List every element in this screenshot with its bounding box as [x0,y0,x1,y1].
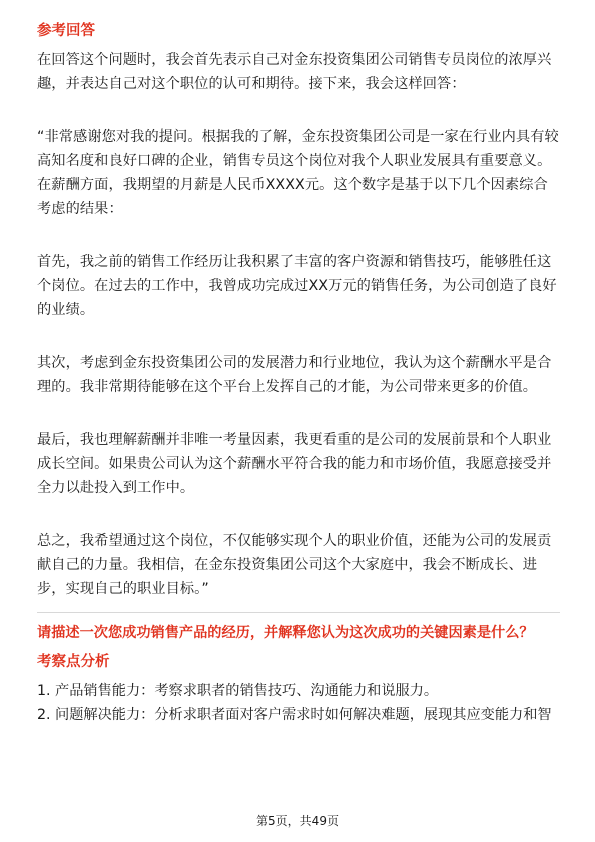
answer-paragraph-5: 总之，我希望通过这个岗位，不仅能够实现个人的职业价值，还能为公司的发展贡献自己的力量。我相信，在金东投资集团公司这个大家庭中，我会不断成长、进步，实现自己的职业目标。” [37,533,552,597]
page-number: 第5页，共49页 [256,814,339,828]
answer-paragraph-3: 其次，考虑到金东投资集团公司的发展潜力和行业地位，我认为这个薪酬水平是合理的。我非常期待能够在这个平台上发挥自己的才能，为公司带来更多的价值。 [37,355,552,395]
interview-question: 请描述一次您成功销售产品的经历，并解释您认为这次成功的关键因素是什么？ [37,625,534,641]
intro-paragraph: 在回答这个问题时，我会首先表示自己对金东投资集团公司销售专员岗位的浓厚兴趣，并表达自己对这个职位的认可和期待。接下来，我会这样回答： [37,52,552,92]
section-divider [37,612,560,613]
analysis-item: 2. 问题解决能力：分析求职者面对客户需求时如何解决难题，展现其应变能力和智 [37,707,552,723]
analysis-heading: 考察点分析 [37,654,110,670]
answer-paragraph-1: “非常感谢您对我的提问。根据我的了解，金东投资集团公司是一家在行业内具有较高知名度和良好口碑的企业，销售专员这个岗位对我个人职业发展具有重要意义。在薪酬方面，我期望的月薪是人民币XXXX元。这个数字是基于以下几个因素综合考虑的结果： [37,129,559,217]
document-page [37,20,560,727]
analysis-item: 1. 产品销售能力：考察求职者的销售技巧、沟通能力和说服力。 [37,683,439,699]
answer-paragraph-2: 首先，我之前的销售工作经历让我积累了丰富的客户资源和销售技巧，能够胜任这个岗位。在过去的工作中，我曾成功完成过XX万元的销售任务，为公司创造了良好的业绩。 [37,254,557,318]
answer-paragraph-4: 最后，我也理解薪酬并非唯一考量因素，我更看重的是公司的发展前景和个人职业成长空间。如果贵公司认为这个薪酬水平符合我的能力和市场价值，我愿意接受并全力以赴投入到工作中。 [37,432,552,496]
section-heading-reference-answer: 参考回答 [37,23,95,39]
